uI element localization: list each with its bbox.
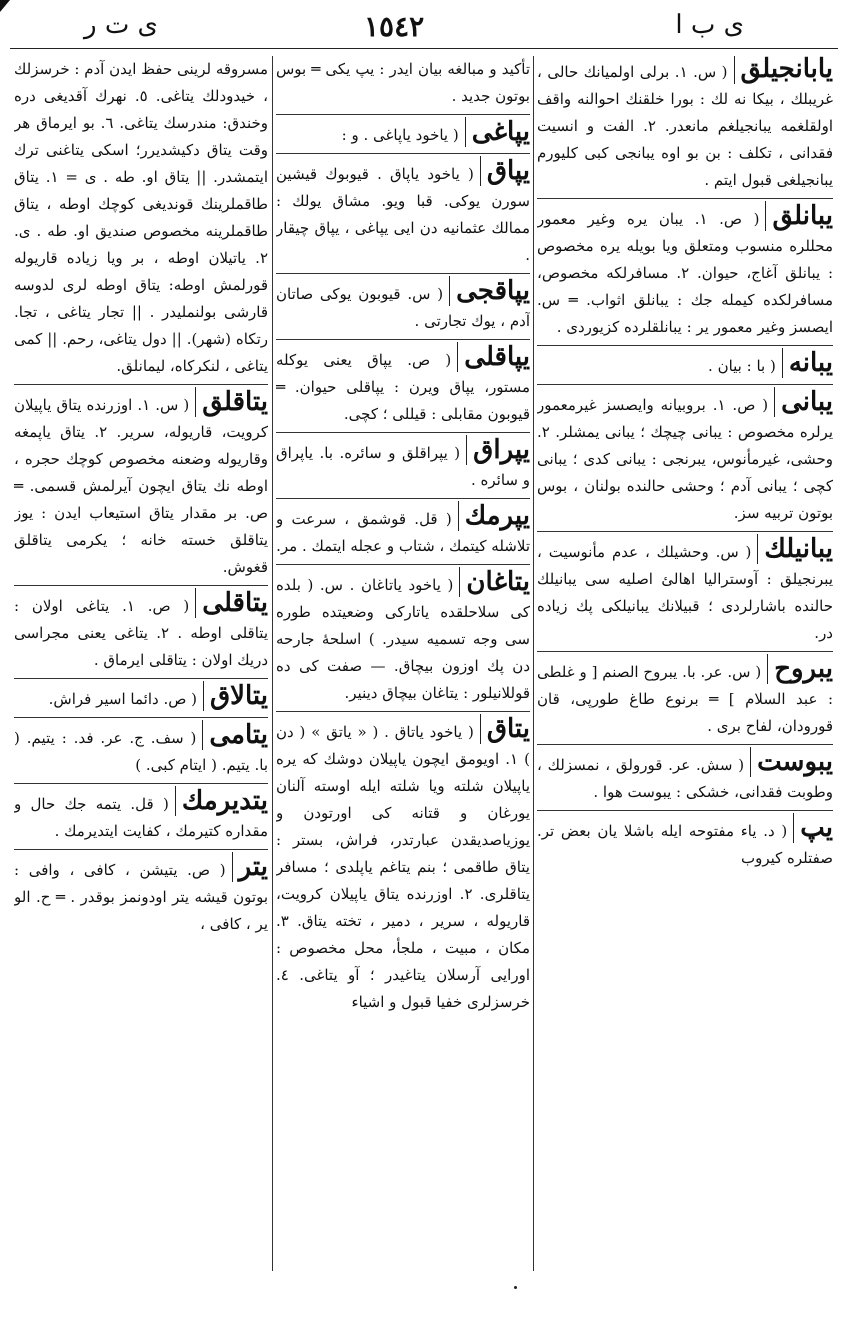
entry-definition: ( ص. ١. یبان یره وغیر معمور محللره منسوب ومتعلق ویا بویله یره مخصوص : یبانلق آغاج، حیوان. ٢. مسافرلکه مخصوص، مسافرلکده کیمله جك : یبانلق اثواب. ═ س. ایصسز وغیر معمور یر : یبانلقلرده کزیوردی . (537, 210, 833, 336)
entry-definition: ( س. قیوبون یوکی صاتان آدم ، یوك تجارتی . (276, 285, 530, 330)
entry-definition: ( ص. یپاق یعنی یوکله مستور، یپاق ویرن : یپاقلی حیوان. ═ قیوبون مقابلی : قیللی ؛ کچی. (276, 351, 530, 423)
dictionary-entry (537, 389, 833, 532)
entry-headword: یپراق (466, 435, 530, 465)
page-header (24, 8, 824, 50)
entry-headword: یبانه (782, 348, 833, 378)
dictionary-entry (537, 203, 833, 346)
entry-headword: یپاق (480, 156, 530, 186)
entry-definition: ( یاخود یاپاغی . و : (341, 126, 459, 144)
entry-definition: ( س. عر. با. یبروح الصنم [ و غلطی : عبد السلام ] ═ برنوع طاغ طورپی، قان قورودان، لفاح بری . (537, 663, 833, 735)
entry-definition: ( یپراقلق و سائره. با. یاپراق و سائره . (276, 444, 530, 489)
entry-definition: ( ص. دائما اسیر فراش. (48, 690, 197, 708)
page-number: ١٥٤٢ (364, 10, 425, 43)
entry-definition: ( قل. قوشمق ، سرعت و تلاشله کیتمك ، شتاب و عجله ایتمك . مر. (276, 510, 530, 555)
entry-headword: یتاغان (459, 567, 530, 597)
entry-definition: تأکید و مبالغه بیان ایدر : یپ یکی ═ بوس بوتون جدید . (276, 60, 530, 105)
entry-definition: ( س. ١. برلی اولمیانك حالی ، غریبلك ، بیکا نه لك : بورا خلقنك احوالنه واقف اولقلغمه یبانجیلغم مانعدر. ٢. الفت و انسیت فقدانی ، تکلف : بن بو اوه یبانجی کبی کلیورم یبانجیلغی قبول ایتم . (537, 63, 833, 189)
dictionary-entry (276, 716, 530, 1020)
entry-headword: یابانجیلق (734, 56, 833, 84)
entry-headword: یبانی (774, 387, 833, 417)
dictionary-entry (14, 683, 268, 718)
corner-mark (0, 0, 10, 12)
entry-headword: یپ (793, 813, 833, 843)
entry-headword: یپاقجی (449, 276, 530, 306)
dictionary-entry (276, 344, 530, 433)
dictionary-entry (537, 749, 833, 811)
running-head-right: ی ب ا (675, 10, 744, 40)
column-separator (272, 56, 273, 1271)
entry-headword: یبانیلك (757, 534, 833, 564)
dictionary-entry (14, 722, 268, 784)
dictionary-entry (276, 278, 530, 340)
entry-definition: ( یاخود یاپاق . قیوبوك قیشین سورن یوکی. قبا ویو. مشاق یولك : ممالك عثمانیه دن ایی یپاغی ، یپاق چیقار . (276, 165, 530, 264)
entry-headword: یبروح (767, 654, 833, 684)
entry-definition: مسروقه لرینی حفظ ایدن آدم : خرسزلك ، خیدودلك یتاغی. ٥. نهرك آقدیغی دره وخندق: مندرسك یتاغی. ٦. بو ایرماق هر وقت یتاق دکیشدیرر؛ اسکی یتاغنی ترك ایتمشدر. || یتاق او. طه . ی = ١. یتاق طاقملرینك قوندیغی کوچك اوطه ، یتاق طاقملرینه مخصوص صندیق او. طه . ی. ٢. یاتیلان اوطه ، بر ویا زیاده قاریوله قورلمش اوطه: یتاق اوطه لری لدوسه قارشی بولنملیدر . || تجار یتاغی ، تجا. رتکاه (شهر). || دول یتاغی، رحم. || کمی یتاغی ، لنکرکاه، لیمانلق. (14, 60, 268, 375)
entry-headword: یتدیرمك (175, 786, 268, 816)
dictionary-entry (537, 656, 833, 745)
entry-definition: ( قل. یتمه جك حال و مقداره کتیرمك ، کفایت ایتدیرمك . (14, 795, 268, 840)
dictionary-entry (276, 119, 530, 154)
dictionary-entry (276, 56, 530, 115)
dictionary-entry (276, 503, 530, 565)
entry-definition: ( د. یاء مفتوحه ایله باشلا یان بعض تر. صفتلره کیروب (537, 822, 833, 867)
entry-headword: یتالاق (203, 681, 268, 711)
dictionary-entry (14, 389, 268, 586)
entry-definition: ( یاخود یاتاغان . س. ( بلده کی سلاحلقده یاتارکی وضعیتده طوره سی وجه تسمیه سیدر. ) اسلحهٔ جارحه دن پك اوزون بیچاق. — صفت کی ده قوللانیلور : یتاغان بیچاق دینیر. (276, 576, 530, 702)
entry-headword: یتاقلق (195, 387, 268, 417)
dictionary-entry (537, 350, 833, 385)
entry-headword: یبوست (750, 747, 833, 777)
entry-definition: ( ص. ١. بروبیانه وایصسز غیرمعمور یرلره مخصوص : یبانی چیچك ؛ یبانی یمشلر. ٢. وحشی، غیرمأنوس، یبرنجی : یبانی کدی ؛ یبانی کچی ؛ یبانی آدم ؛ وحشی حالنده بولنان ، بوس بوتون تربیه سز. (537, 396, 833, 522)
dictionary-entry (537, 536, 833, 652)
entry-definition: ( ص. ١. یتاغی اولان : یتاقلی اوطه . ٢. یتاغی یعنی مجراسی دریك اولان : یتاقلی ایرماق . (14, 597, 268, 669)
column-right (537, 56, 833, 1271)
entry-definition: ( سف. ج. عر. فد. : یتیم. ( با. یتیم. ( ایتام کبی. ) (14, 729, 268, 774)
column-left (14, 56, 268, 1271)
entry-headword: یتاق (480, 714, 530, 744)
entry-definition: ( یاخود یاتاق . ( « یاتق » ( دن ) ١. اویومق ایچون یاپیلان دوشك که یره یاپیلان شلته ویا شلته ایله اوسته آلنان یورغان و قتانه کی اورتودن و یوزیاصدیقدن عبارتدر، فراش، بستر : یتاق طاقمی ؛ بنم یتاغم یاپلدی ؛ مسافر یتاقلری. ٢. اوزرنده یتاق یاپیلان کرویت، قاریوله ، سریر ، دمیر ، تخته یتاق. ٣. مکان ، مبیت ، ملجأ، محل مخصوص : اورایی آرسلان یتاغیدر ؛ آو یتاغی. ٤. خرسزلری خفیا قبول و اشیاء (276, 723, 530, 1011)
dictionary-entry (14, 56, 268, 385)
dictionary-entry (14, 854, 268, 942)
entry-definition: ( س. وحشیلك ، عدم مأنوسیت ، یبرنجیلق : آوستراليا اهالئ اصليه سی یبانیلك حالنده باشارلردی ؛ قبیلانك یبانیلکی پك زیاده در. (537, 543, 833, 642)
running-head-left: ی ت ر (84, 10, 158, 40)
entry-definition: ( سش. عر. قورولق ، نمسزلك ، وطوبت فقدانی، خشکی : یبوست هوا . (537, 756, 833, 801)
entry-headword: یتاقلی (195, 588, 268, 618)
dictionary-entry (276, 569, 530, 712)
entry-headword: یپاغی (465, 117, 530, 147)
footer-dot (514, 1286, 517, 1289)
entry-definition: ( ص. یتیشن ، کافی ، وافی : بوتون قیشه یتر اودونمز بوقدر . ═ ح. الو یر ، کافی ، (14, 861, 268, 933)
column-separator (533, 56, 534, 1271)
dictionary-entry (276, 158, 530, 274)
entry-definition: ( س. ١. اوزرنده یتاق یاپیلان کرویت، قاریوله، سریر. ٢. یتاق یاپمغه وقاریوله وضعنه مخصوص کوچك حجره ، اوطه نك یتاق ایچون آیرلمش قسمی. ═ ص. بر مقدار یتاق استیعاب ایدن : یوز یتاقلق خسته خانه ؛ یکرمی یتاقلق قغوش. (14, 396, 268, 576)
entry-headword: یتامی (202, 720, 268, 750)
entry-definition: ( با : بیان . (708, 357, 776, 375)
dictionary-entry (276, 437, 530, 499)
dictionary-entry (537, 56, 833, 199)
column-middle (276, 56, 530, 1271)
dictionary-entry (14, 788, 268, 850)
dictionary-entry (537, 815, 833, 876)
entry-headword: یپرمك (458, 501, 530, 531)
header-rule (10, 48, 838, 49)
dictionary-entry (14, 590, 268, 679)
entry-headword: یپاقلی (457, 342, 530, 372)
entry-headword: یتر (232, 852, 268, 882)
entry-headword: یبانلق (765, 201, 833, 231)
